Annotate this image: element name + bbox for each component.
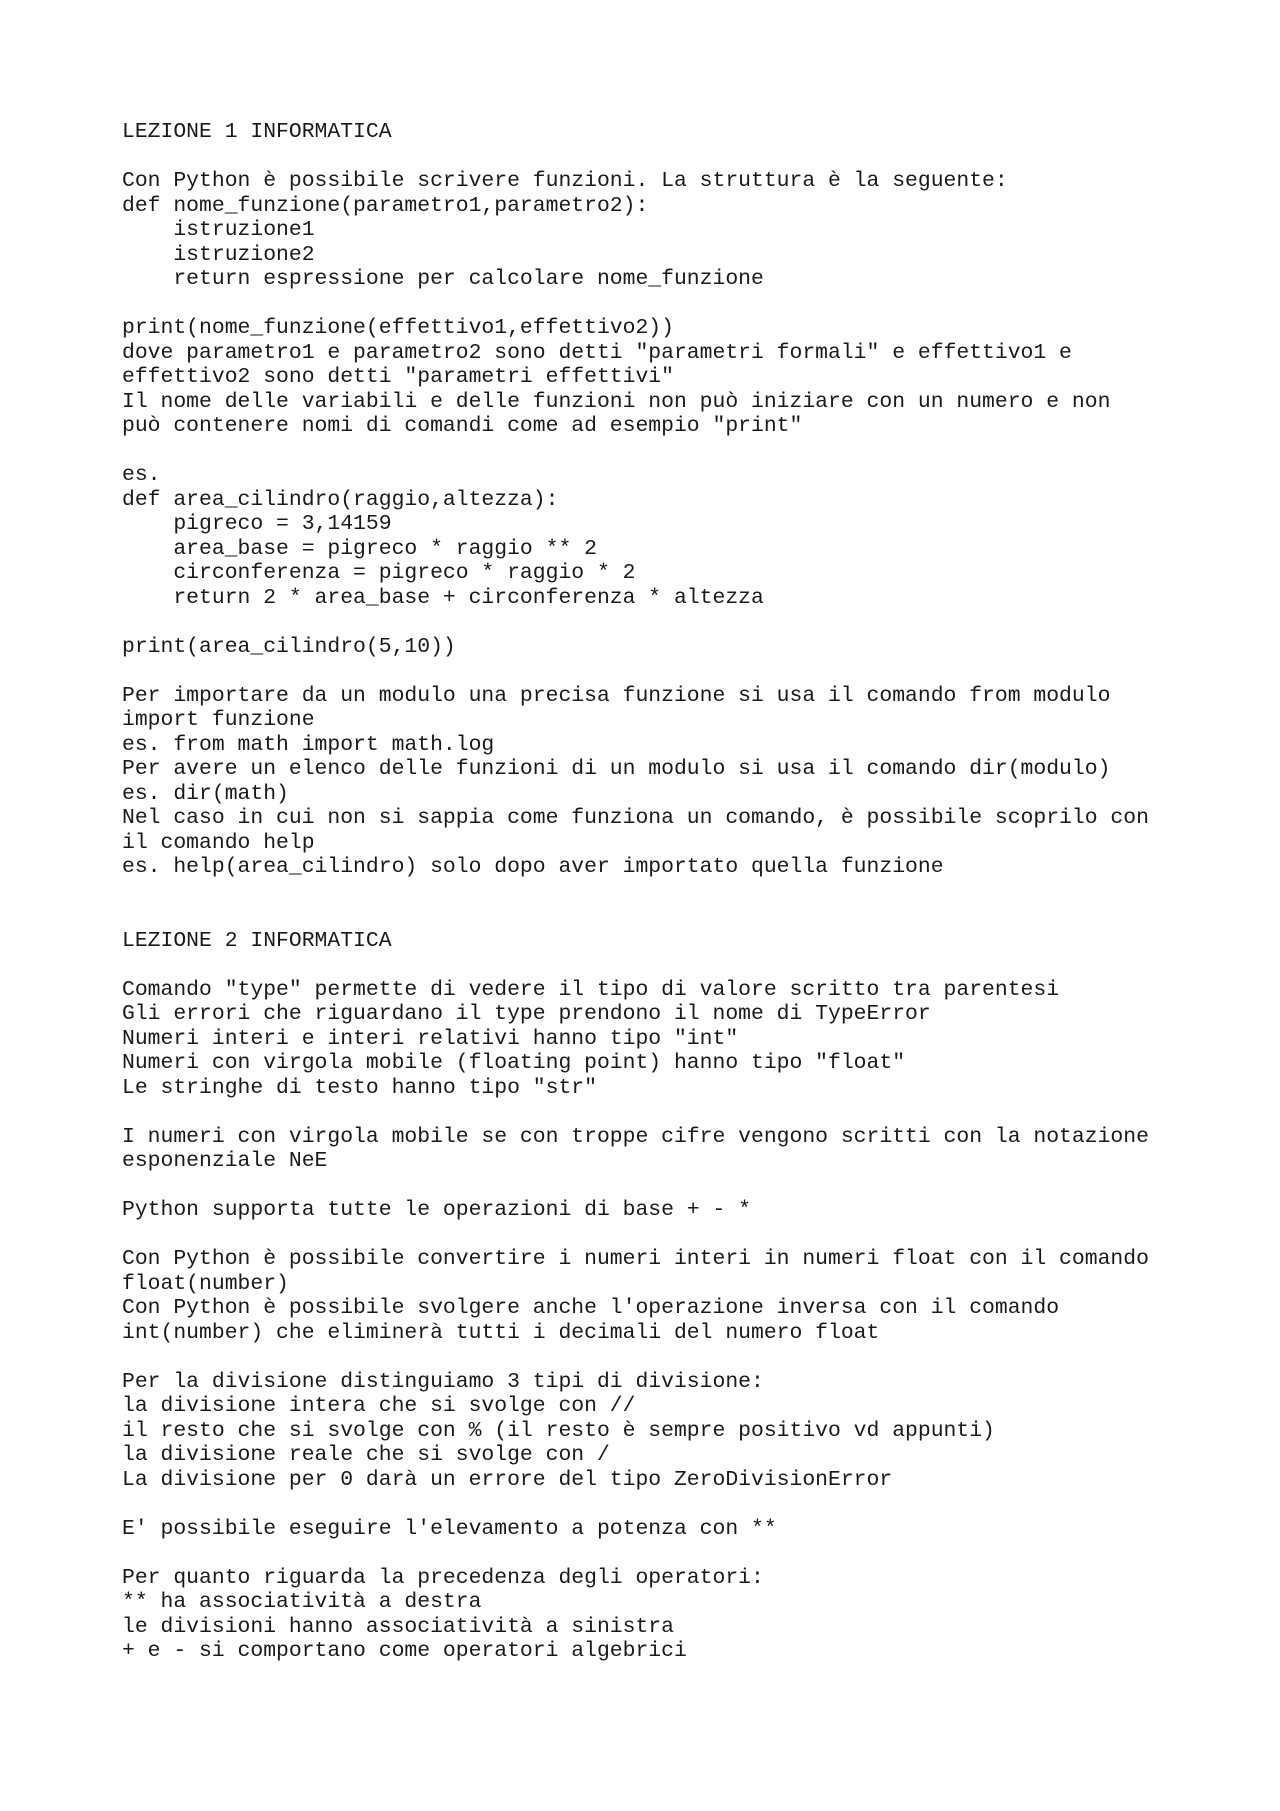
lesson2-line: Comando "type" permette di vedere il tipo di valore scritto tra parentesi: [122, 977, 1060, 1002]
lesson2-line: Numeri con virgola mobile (floating point) hanno tipo "float": [122, 1051, 906, 1075]
lesson1-line: il comando help: [122, 830, 315, 855]
lesson1-line: Per avere un elenco delle funzioni di un modulo si usa il comando dir(modulo): [122, 757, 1111, 781]
lesson1-line: def area_cilindro(raggio,altezza):: [122, 487, 559, 512]
lesson1-title: LEZIONE 1 INFORMATICA: [122, 120, 392, 144]
lesson2-line: La divisione per 0 darà un errore del tipo ZeroDivisionError: [122, 1467, 893, 1492]
lesson2-line: le divisioni hanno associatività a sinistra: [122, 1614, 674, 1639]
lesson2-line: la divisione intera che si svolge con //: [122, 1394, 636, 1418]
lesson2-line: [122, 1345, 1222, 1370]
lesson1-line: import funzione: [122, 708, 315, 732]
lesson2-line: float(number): [122, 1271, 289, 1296]
lesson1-line: effettivo2 sono detti "parametri effettivi": [122, 365, 674, 389]
lesson1-line: circonferenza = pigreco * raggio * 2: [122, 561, 636, 585]
lesson1-line: print(nome_funzione(effettivo1,effettivo2)): [122, 316, 674, 340]
lesson2-line: Le stringhe di testo hanno tipo "str": [122, 1075, 597, 1100]
lesson2-body: [122, 978, 1222, 1664]
lesson1-line: [122, 659, 1222, 684]
lesson2-line: [122, 1223, 1222, 1248]
lesson2-line: E' possibile eseguire l'elevamento a potenza con **: [122, 1516, 777, 1541]
lesson2-line: Con Python è possibile svolgere anche l'operazione inversa con il comando: [122, 1296, 1060, 1320]
lesson1-line: es. dir(math): [122, 781, 289, 806]
lesson1-line: [122, 439, 1222, 464]
lesson1-line: Con Python è possibile scrivere funzioni. La struttura è la seguente:: [122, 169, 1008, 193]
lesson1-line: dove parametro1 e parametro2 sono detti "parametri formali" e effettivo1 e: [122, 340, 1072, 365]
lesson1-line: [122, 292, 1222, 317]
lesson2-line: [122, 1174, 1222, 1199]
lesson2-line: il resto che si svolge con % (il resto è sempre positivo vd appunti): [122, 1418, 995, 1443]
lesson2-line: [122, 1541, 1222, 1566]
lesson1-line: return espressione per calcolare nome_funzione: [122, 267, 764, 291]
document-page: [122, 120, 1222, 1664]
lesson2-line: ** ha associatività a destra: [122, 1590, 482, 1614]
lesson1-line: può contenere nomi di comandi come ad esempio "print": [122, 414, 803, 438]
lesson2-line: Per la divisione distinguiamo 3 tipi di divisione:: [122, 1369, 764, 1394]
lesson2-line: Per quanto riguarda la precedenza degli operatori:: [122, 1565, 764, 1590]
lesson2-line: Numeri interi e interi relativi hanno tipo "int": [122, 1026, 739, 1051]
lesson2-line: + e - si comportano come operatori algebrici: [122, 1639, 687, 1663]
lesson1-line: [122, 610, 1222, 635]
lesson1-line: Per importare da un modulo una precisa funzione si usa il comando from modulo: [122, 683, 1111, 708]
lesson2-line: int(number) che eliminerà tutti i decimali del numero float: [122, 1320, 880, 1345]
lesson1-line: es. help(area_cilindro) solo dopo aver importato quella funzione: [122, 855, 944, 879]
lesson2-line: [122, 1492, 1222, 1517]
lesson2-line: I numeri con virgola mobile se con troppe cifre vengono scritti con la notazione: [122, 1124, 1149, 1149]
lesson1-line: return 2 * area_base + circonferenza * altezza: [122, 585, 764, 610]
lesson1-line: es.: [122, 463, 161, 487]
lesson1-line: Il nome delle variabili e delle funzioni non può iniziare con un numero e non: [122, 389, 1111, 414]
lesson2-title: LEZIONE 2 INFORMATICA: [122, 928, 392, 953]
lesson2-line: [122, 1100, 1222, 1125]
lesson1-line: def nome_funzione(parametro1,parametro2):: [122, 193, 649, 218]
lesson1-line: print(area_cilindro(5,10)): [122, 634, 456, 659]
lesson2-line: la divisione reale che si svolge con /: [122, 1443, 610, 1467]
lesson1-line: pigreco = 3,14159: [122, 512, 392, 536]
lesson1-line: es. from math import math.log: [122, 732, 495, 757]
lesson1-line: area_base = pigreco * raggio ** 2: [122, 536, 597, 561]
lesson2-line: esponenziale NeE: [122, 1149, 328, 1173]
lesson1-body: [122, 169, 1222, 880]
lesson1-line: istruzione1: [122, 218, 315, 242]
lesson2-line: Con Python è possibile convertire i numeri interi in numeri float con il comando: [122, 1247, 1149, 1271]
lesson2-line: Gli errori che riguardano il type prendono il nome di TypeError: [122, 1002, 931, 1026]
lesson2-line: Python supporta tutte le operazioni di base + - *: [122, 1198, 751, 1222]
lesson1-line: istruzione2: [122, 242, 315, 267]
lesson1-line: Nel caso in cui non si sappia come funziona un comando, è possibile scoprilo con: [122, 806, 1149, 830]
